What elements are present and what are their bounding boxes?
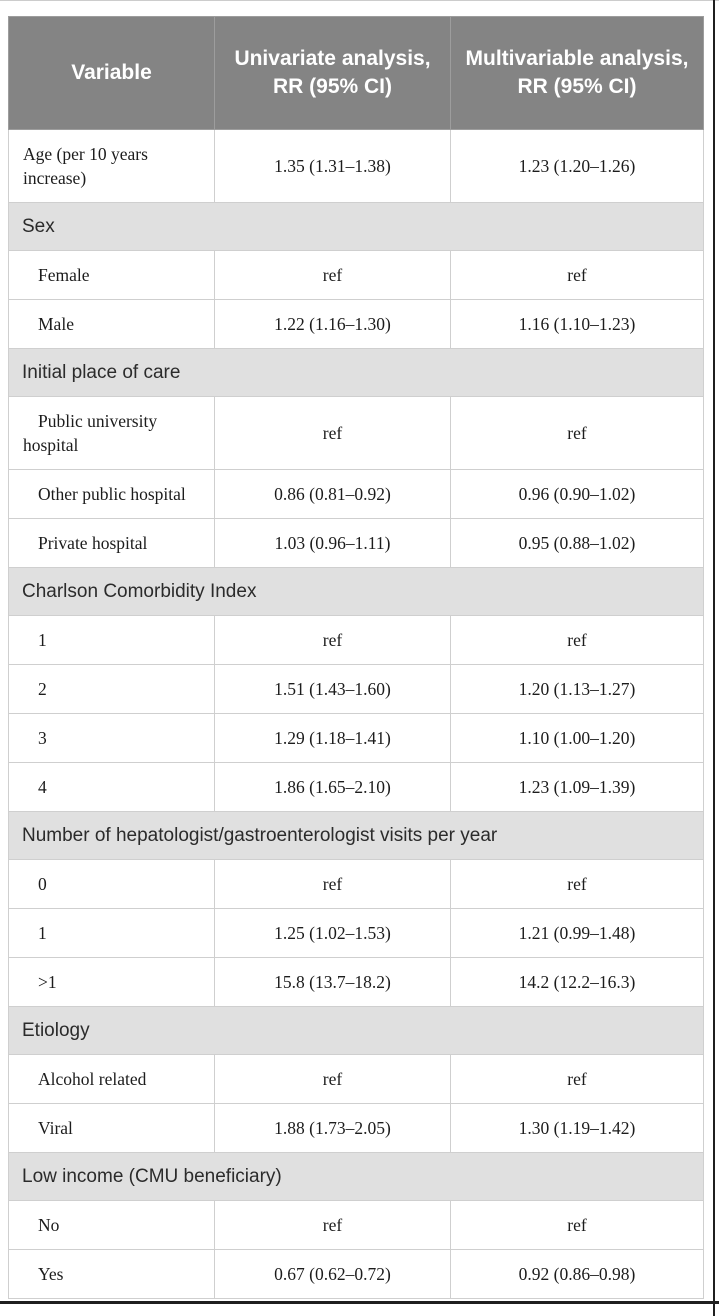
section-row bbox=[9, 568, 704, 616]
multivariable-cell: 1.21 (0.99–1.48) bbox=[451, 909, 704, 958]
table-row bbox=[9, 860, 704, 909]
bottom-dark-rule bbox=[0, 1301, 719, 1304]
multivariable-cell: 0.96 (0.90–1.02) bbox=[451, 470, 704, 519]
section-row bbox=[9, 1153, 704, 1201]
variable-cell: Viral bbox=[9, 1104, 215, 1153]
multivariable-cell: ref bbox=[451, 860, 704, 909]
table-row bbox=[9, 470, 704, 519]
top-hairline-rule bbox=[0, 0, 719, 1]
univariate-cell: ref bbox=[215, 1055, 451, 1104]
univariate-cell: 1.29 (1.18–1.41) bbox=[215, 714, 451, 763]
section-row bbox=[9, 812, 704, 860]
variable-cell: Female bbox=[9, 251, 215, 300]
univariate-cell: 1.03 (0.96–1.11) bbox=[215, 519, 451, 568]
univariate-cell: 1.35 (1.31–1.38) bbox=[215, 130, 451, 203]
table-row bbox=[9, 616, 704, 665]
variable-cell: No bbox=[9, 1201, 215, 1250]
table-row bbox=[9, 251, 704, 300]
multivariable-cell: 1.10 (1.00–1.20) bbox=[451, 714, 704, 763]
variable-cell: Alcohol related bbox=[9, 1055, 215, 1104]
table-row bbox=[9, 763, 704, 812]
table-row bbox=[9, 1055, 704, 1104]
variable-cell: Public university hospital bbox=[9, 397, 215, 470]
table-row bbox=[9, 300, 704, 349]
variable-cell: 1 bbox=[9, 909, 215, 958]
variable-cell: 4 bbox=[9, 763, 215, 812]
univariate-cell: ref bbox=[215, 251, 451, 300]
variable-cell: Age (per 10 years increase) bbox=[9, 130, 215, 203]
section-label: Sex bbox=[9, 203, 704, 251]
multivariable-cell: ref bbox=[451, 251, 704, 300]
table-row bbox=[9, 665, 704, 714]
univariate-cell: 1.25 (1.02–1.53) bbox=[215, 909, 451, 958]
univariate-cell: 0.86 (0.81–0.92) bbox=[215, 470, 451, 519]
variable-cell: Yes bbox=[9, 1250, 215, 1299]
multivariable-cell: 1.23 (1.09–1.39) bbox=[451, 763, 704, 812]
multivariable-cell: 1.16 (1.10–1.23) bbox=[451, 300, 704, 349]
column-header-univariate: Univariate analysis, RR (95% CI) bbox=[215, 17, 451, 130]
multivariable-cell: 1.23 (1.20–1.26) bbox=[451, 130, 704, 203]
multivariable-cell: ref bbox=[451, 1055, 704, 1104]
univariate-cell: 1.51 (1.43–1.60) bbox=[215, 665, 451, 714]
section-label: Charlson Comorbidity Index bbox=[9, 568, 704, 616]
multivariable-cell: 14.2 (12.2–16.3) bbox=[451, 958, 704, 1007]
table-row bbox=[9, 130, 704, 203]
univariate-cell: ref bbox=[215, 616, 451, 665]
variable-cell: Other public hospital bbox=[9, 470, 215, 519]
table-row bbox=[9, 1104, 704, 1153]
section-row bbox=[9, 203, 704, 251]
multivariable-cell: 0.92 (0.86–0.98) bbox=[451, 1250, 704, 1299]
multivariable-cell: 0.95 (0.88–1.02) bbox=[451, 519, 704, 568]
univariate-cell: 1.22 (1.16–1.30) bbox=[215, 300, 451, 349]
header-row bbox=[9, 17, 704, 130]
table-row bbox=[9, 1201, 704, 1250]
variable-cell: Male bbox=[9, 300, 215, 349]
variable-cell: Private hospital bbox=[9, 519, 215, 568]
section-label: Number of hepatologist/gastroenterologist visits per year bbox=[9, 812, 704, 860]
table-row bbox=[9, 714, 704, 763]
table-body bbox=[9, 130, 704, 1299]
section-label: Etiology bbox=[9, 1007, 704, 1055]
section-row bbox=[9, 1007, 704, 1055]
univariate-cell: 15.8 (13.7–18.2) bbox=[215, 958, 451, 1007]
page-edge-rule bbox=[713, 0, 715, 1316]
multivariable-cell: 1.30 (1.19–1.42) bbox=[451, 1104, 704, 1153]
section-row bbox=[9, 349, 704, 397]
variable-cell: 1 bbox=[9, 616, 215, 665]
table-row bbox=[9, 397, 704, 470]
variable-cell: >1 bbox=[9, 958, 215, 1007]
section-label: Low income (CMU beneficiary) bbox=[9, 1153, 704, 1201]
multivariable-cell: ref bbox=[451, 1201, 704, 1250]
table-row bbox=[9, 1250, 704, 1299]
univariate-cell: 0.67 (0.62–0.72) bbox=[215, 1250, 451, 1299]
univariate-cell: 1.86 (1.65–2.10) bbox=[215, 763, 451, 812]
univariate-cell: ref bbox=[215, 397, 451, 470]
section-label: Initial place of care bbox=[9, 349, 704, 397]
variable-cell: 0 bbox=[9, 860, 215, 909]
variable-cell: 3 bbox=[9, 714, 215, 763]
univariate-cell: ref bbox=[215, 860, 451, 909]
column-header-multivariable: Multivariable analysis, RR (95% CI) bbox=[451, 17, 704, 130]
table-header bbox=[9, 17, 704, 130]
table-row bbox=[9, 958, 704, 1007]
column-header-variable: Variable bbox=[9, 17, 215, 130]
table-row bbox=[9, 519, 704, 568]
univariate-cell: ref bbox=[215, 1201, 451, 1250]
multivariable-cell: 1.20 (1.13–1.27) bbox=[451, 665, 704, 714]
variable-cell: 2 bbox=[9, 665, 215, 714]
regression-results-table bbox=[8, 16, 704, 1299]
univariate-cell: 1.88 (1.73–2.05) bbox=[215, 1104, 451, 1153]
multivariable-cell: ref bbox=[451, 397, 704, 470]
table-row bbox=[9, 909, 704, 958]
multivariable-cell: ref bbox=[451, 616, 704, 665]
